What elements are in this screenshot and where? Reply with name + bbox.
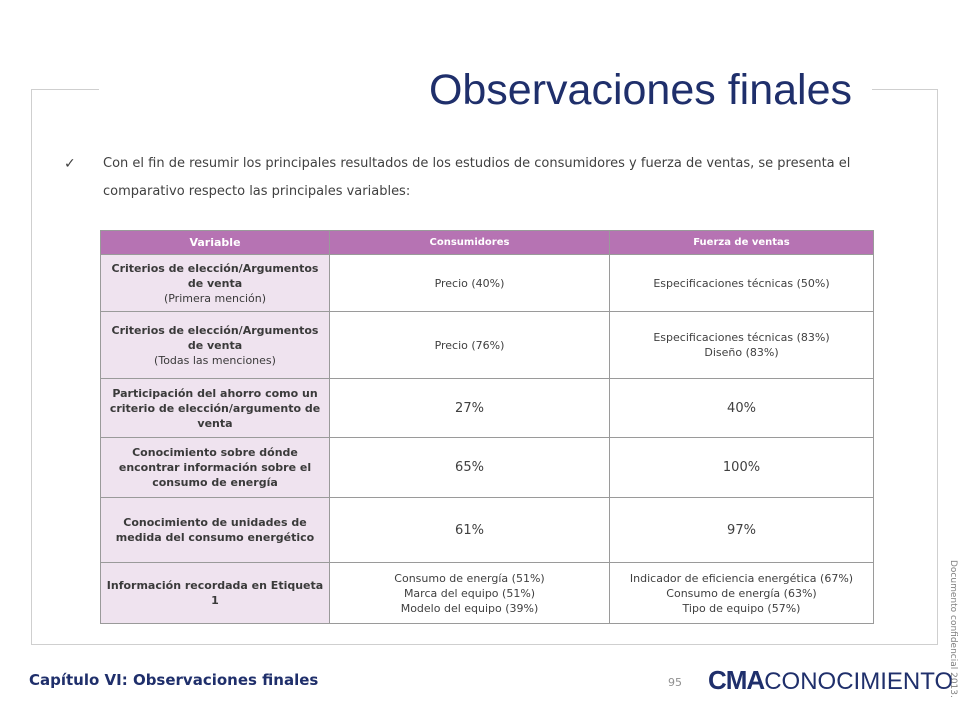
cell-value: Precio (76%) <box>434 338 505 352</box>
fuerza-cell <box>610 563 874 624</box>
cell-value: 97% <box>727 522 756 538</box>
table-header-row <box>101 231 874 255</box>
company-logo <box>708 665 953 697</box>
table-row <box>101 438 874 498</box>
page-title: Observaciones finales <box>419 62 862 118</box>
cell-value: Diseño (83%) <box>704 346 779 359</box>
consumidores-cell <box>330 498 610 563</box>
variable-cell <box>101 255 330 312</box>
page-number: 95 <box>668 676 682 689</box>
consumidores-cell <box>330 563 610 624</box>
confidential-note: Documento confidencial 2013. <box>948 560 958 698</box>
variable-cell <box>101 379 330 438</box>
variable-label: Conocimiento sobre dónde encontrar información sobre el consumo de energía <box>118 446 312 489</box>
fuerza-cell <box>610 379 874 438</box>
variable-label: Criterios de elección/Argumentos de venta <box>111 261 319 290</box>
chapter-label: Capítulo VI: Observaciones finales <box>29 671 319 689</box>
cell-value: Indicador de eficiencia energética (67%) <box>629 571 854 585</box>
variable-cell <box>101 438 330 498</box>
frame-bottom <box>31 644 938 645</box>
fuerza-cell <box>610 255 874 312</box>
table-row <box>101 379 874 438</box>
cell-value: 40% <box>727 400 756 416</box>
consumidores-cell <box>330 312 610 379</box>
cell-value: Precio (40%) <box>434 276 505 290</box>
fuerza-cell <box>610 312 874 379</box>
variable-cell <box>101 498 330 563</box>
frame-top-left <box>31 89 99 90</box>
variable-cell <box>101 312 330 379</box>
cell-value: Especificaciones técnicas (50%) <box>653 276 830 290</box>
table-row <box>101 498 874 563</box>
cell-value: Consumo de energía (63%) <box>666 586 817 600</box>
cell-value: 100% <box>722 460 761 475</box>
cell-value: 65% <box>455 460 484 475</box>
header-fuerza-ventas: Fuerza de ventas <box>610 231 874 255</box>
header-consumidores: Consumidores <box>330 231 610 255</box>
frame-left <box>31 89 32 645</box>
cell-value: Modelo del equipo (39%) <box>400 601 539 615</box>
logo-regular: CONOCIMIENTO <box>764 668 954 695</box>
consumidores-cell <box>330 379 610 438</box>
frame-top-right <box>872 89 938 90</box>
logo-bold: CMA <box>708 665 765 695</box>
consumidores-cell <box>330 255 610 312</box>
cell-value: Especificaciones técnicas (83%) <box>653 331 830 344</box>
table-row <box>101 255 874 312</box>
variable-label: Conocimiento de unidades de medida del consumo energético <box>115 516 315 544</box>
fuerza-cell <box>610 498 874 563</box>
frame-right <box>937 89 938 645</box>
consumidores-cell <box>330 438 610 498</box>
comparison-table <box>100 230 874 624</box>
variable-label: Participación del ahorro como un criterio de elección/argumento de venta <box>109 386 321 430</box>
variable-sublabel: (Primera mención) <box>163 291 267 305</box>
cell-value: Consumo de energía (51%) <box>394 571 545 585</box>
table-row <box>101 563 874 624</box>
intro-text: Con el fin de resumir los principales resultados de los estudios de consumidores y fuerza de ventas, se presenta el comparativo respecto las principales variables: <box>103 156 851 199</box>
table-row <box>101 312 874 379</box>
variable-cell <box>101 563 330 624</box>
checkmark-icon: ✓ <box>64 156 76 172</box>
header-variable: Variable <box>101 231 330 255</box>
variable-label: Información recordada en Etiqueta 1 <box>106 579 324 607</box>
variable-sublabel: (Todas las menciones) <box>154 353 276 367</box>
cell-value: 27% <box>455 400 484 416</box>
fuerza-cell <box>610 438 874 498</box>
intro-paragraph <box>64 150 914 206</box>
cell-value: 61% <box>455 522 484 538</box>
cell-value: Marca del equipo (51%) <box>403 586 536 600</box>
cell-value: Tipo de equipo (57%) <box>682 601 801 615</box>
variable-label: Criterios de elección/Argumentos de venta <box>111 323 319 352</box>
